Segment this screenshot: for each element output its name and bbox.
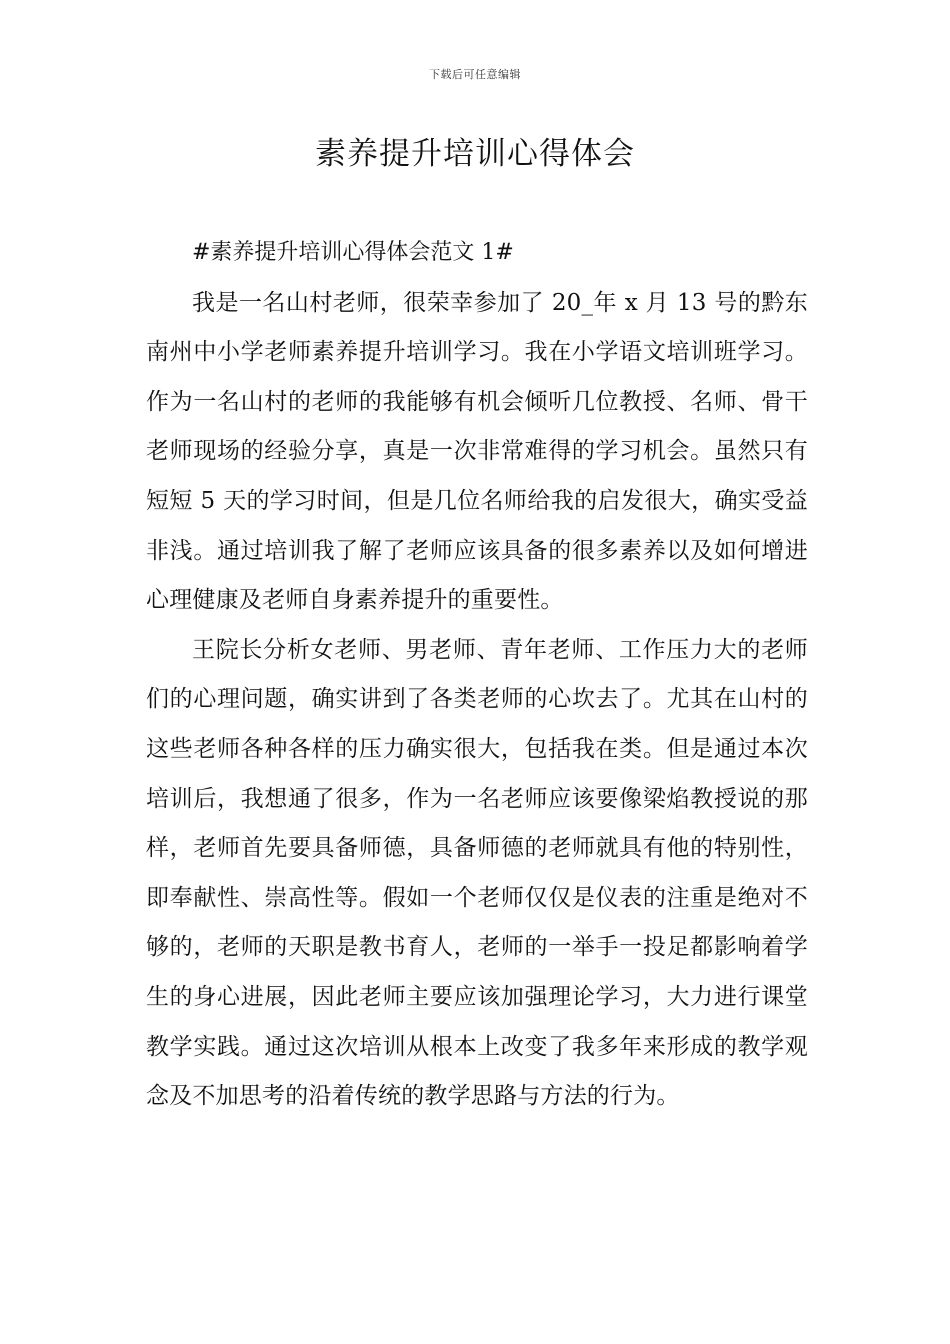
paragraph-1: 我是一名山村老师，很荣幸参加了 20_年 x 月 13 号的黔东南州中小学老师素养提升培训学习。我在小学语文培训班学习。作为一名山村的老师的我能够有机会倾听几位教授、名师、骨干老师现场的经验分享，真是一次非常难得的学习机会。虽然只有短短 5 天的学习时间，但是几位名师给我的启发很大，确实受益非浅。通过培训我了解了老师应该具备的很多素养以及如何增进心理健康及老师自身素养提升的重要性。	[146, 289, 808, 614]
section-heading: #素养提升培训心得体会范文 1#	[192, 240, 514, 265]
header-note: 下载后可任意编辑	[429, 68, 521, 81]
document-title: 素养提升培训心得体会	[315, 136, 635, 172]
document-body	[146, 228, 808, 1122]
paragraph-2: 王院长分析女老师、男老师、青年老师、工作压力大的老师们的心理问题，确实讲到了各类老师的心坎去了。尤其在山村的这些老师各种各样的压力确实很大，包括我在类。但是通过本次培训后，我想通了很多，作为一名老师应该要像梁焰教授说的那样，老师首先要具备师德，具备师德的老师就具有他的特别性，即奉献性、崇高性等。假如一个老师仅仅是仪表的注重是绝对不够的，老师的天职是教书育人，老师的一举手一投足都影响着学生的身心进展，因此老师主要应该加强理论学习，大力进行课堂教学实践。通过这次培训从根本上改变了我多年来形成的教学观念及不加思考的沿着传统的教学思路与方法的行为。	[146, 636, 808, 1110]
